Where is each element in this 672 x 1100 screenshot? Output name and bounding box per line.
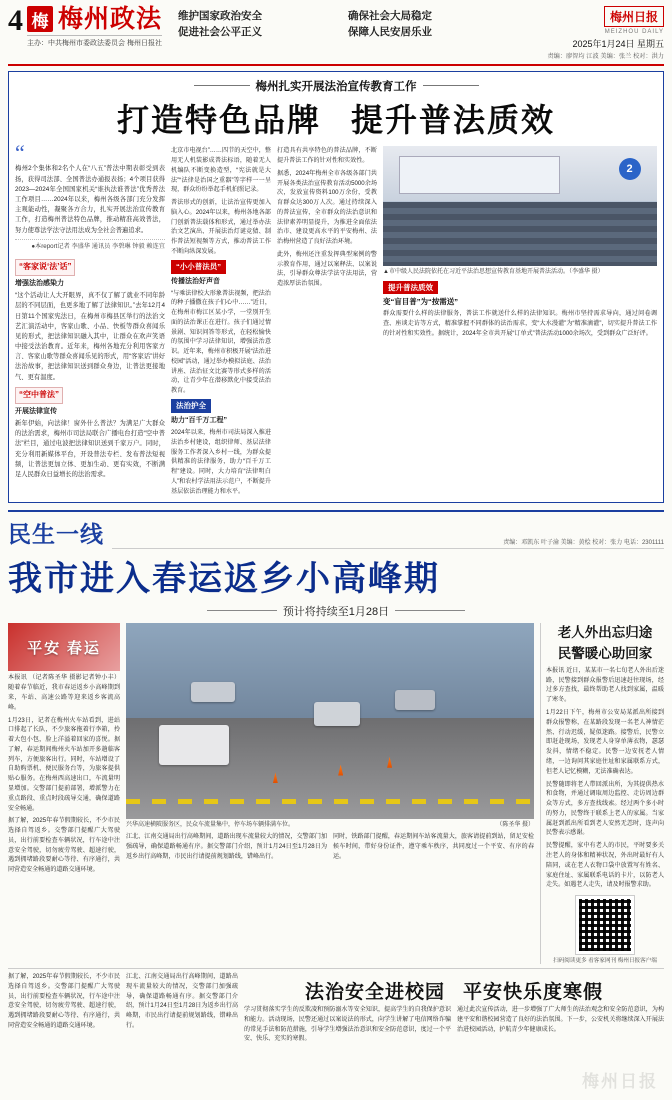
tag-quality-text: 群众需要什么样的法律服务，普法工作就送什么样的法律知识。梅州市坚持需求导向，通过问卷调查、座谈走访等方式，精准掌握不同群体的法治需求，变“大水漫灌”为“精准滴灌”，切实提升普法工作的针对性和实效性。据统计，2024年全市共开展“订单式”普法活动1000余场次，受到群众广泛好评。 [383, 310, 657, 337]
photo-credit: （陈圣华 摄） [496, 822, 534, 829]
feature-col3-text: “与乘法律校大形象普法视频，把法治的种子播撒在孩子们心中……”近日，在梅州市梅江区某小学，一堂别开生面的法治课正在进行。孩子们通过情景剧、知识问答等形式，在轻松愉快的氛围中学习法律知识，增强法治意识。近年来，梅州市积极开展“法治进校园”活动，通过举办模拟法庭、法治讲座、法治征文比赛等形式多样的活动，让青少年在潜移默化中接受法治教育。 [171, 289, 271, 395]
chunyun-photo [126, 623, 534, 819]
feature-column-2 [171, 146, 271, 496]
sidebar-byline: 本报讯 近日，某某市一名七旬老人外出后迷路，民警接到群众报警后迅速赶往现场，经过多方查找，最终帮助老人找到家属，温暖了寒冬。 [546, 667, 664, 704]
feature-photo-column [383, 146, 657, 496]
bottom-headline-1: 法治安全进校园 [304, 982, 445, 1004]
section-title: 梅州政法 [58, 5, 163, 33]
feature-sub-text-1: “这个活动让人大开眼界，真不仅了解了就业不同年龄层的不同层面，也更多地了解了法律知识。”去年12月4日第11个国家宪法日，在梅州市梅县区举行的法治文艺汇演活动中，客家山歌、小品、快板等群众喜闻乐见的形式，把法律知识融入其中，让群众在欢声笑语中接受法治教育。近年来，梅州各地充分利用客家方言、客家山歌等群众喜闻乐见的形式，用“客家话”讲好法治故事，把法律知识送到群众身边，让普法更接地气、更有温度。 [15, 292, 165, 381]
tag-law-title: 法治护全 [171, 399, 211, 413]
section2-headline: 我市进入春运返乡小高峰期 [8, 561, 440, 599]
chunyun-banner-text: 平安 春运 [27, 640, 101, 657]
feature-headline-right: 提升普法质效 [351, 102, 556, 139]
section2-name: 民生一线 [8, 522, 104, 548]
feature-sub-head-1: “客家说‘法’话” [15, 259, 75, 276]
feature-headline [15, 95, 657, 141]
story-left-text-2: 据了解，2025年春节假期较长，不少市民选择自驾返乡。交警部门提醒广大驾驶员，出行前要检查车辆状况，行车途中注意安全驾驶，切勿疲劳驾驶、超速行驶，遇到拥堵路段要耐心等待、有序通行，共同营造安全畅通的道路交通环境。 [8, 818, 120, 874]
bottom-right-text-2: 通过此次宣传活动，进一步增强了广大师生的法治观念和安全防范意识，为构建平安和谐校园营造了良好的法治氛围。下一步，公安机关将继续深入开展法治进校园活动，护航青少年健康成长。 [457, 1007, 664, 1033]
feature-kicker-text: 梅州扎实开展法治宣传教育工作 [255, 81, 417, 94]
tag-quality-sub: 变“盲目普”为“按需送” [383, 297, 458, 307]
story-left-text: 1月23日，记者在梅州火车站看到，进站口排起了长队，不少旅客拖着行李箱，拎着大包小包，脸上洋溢着回家的喜悦。据了解，春运期间梅州火车站加开多趟临客列车，方便旅客出行。同时，车站增设了自助购票机、便民服务台等，为旅客提供贴心服务。在梅州西高速出口，车流量明显增加。交警部门提前部署，增派警力在重点路段、重点时段疏导交通，确保道路安全畅通。 [8, 717, 120, 812]
sidebar-headline-line2: 民警暖心助回家 [557, 645, 653, 661]
feature-col4-p2: 据悉，2024年梅州全市各级各部门共开展各类法治宣传教育活动5000余场次，发放宣传资料100万余份，受教育群众达300万人次。通过持续深入的普法宣传，全市群众的法治意识和法律素养明显提升，为推进全面依法治市、建设更高水平的平安梅州、法治梅州营造了良好法治环境。 [277, 169, 377, 246]
feature-kicker [15, 78, 657, 94]
section2-credits: 责编：邓凯东 叶子渝 美编：黄桧 校对：张力 电话：2301111 [112, 537, 664, 549]
watermark: 梅州日报 [582, 1072, 658, 1091]
feature-article [8, 71, 664, 503]
feature-col2-p2: 普法形式的创新，让法治宣传更加入脑入心。2024年以来，梅州各地各部门创新普法载体和形式，通过举办法治文艺演出、开展法治灯谜竞猜、制作普法短视频等方式，推动普法工作不断向纵深发展。 [171, 199, 271, 255]
tag-law-sub: 助力“百千万工程” [171, 416, 227, 424]
masthead [8, 6, 664, 66]
photo-caption-row [126, 821, 534, 830]
feature-sub-head-2: “空中普法” [15, 387, 63, 404]
feature-col4-p1: 打造具有共享特色的普法品牌，不断提升普法工作的针对性和实效性。 [277, 147, 377, 165]
publisher-line: 主办：中共梅州市委政法委员会 梅州日报社 [27, 35, 162, 48]
qr-caption: 扫码阅读更多 看客家网刊 梅州日报客户端 [553, 958, 657, 965]
quote-icon: “ [15, 140, 25, 166]
bottom-headline-2: 平安快乐度寒假 [463, 982, 604, 1004]
feature-photo-badge: 2 [619, 158, 641, 180]
story-column-left [8, 623, 120, 964]
story-left-byline: 本报讯 （记者陈圣华 摄影记者钟小丰） 随着春节临近，我市春运返乡小高峰期到来，车站、高速公路等迎来返乡客流高峰。 [8, 675, 120, 711]
feature-lead-column [15, 140, 165, 496]
feature-sub-title-2: 开展法律宣传 [15, 407, 57, 415]
issue-date: 2025年1月24日 星期五 [572, 39, 664, 49]
slogan-item: 维护国家政治安全 [178, 10, 263, 22]
story-mid-text: 江北、江南交通局出行高峰期间，道路出现车流量较大的情况，交警部门加强疏导，确保道路畅通有序。据交警部门介绍，预计1月24日至1月28日为返乡出行高峰期，市民出行请提前规划路线，错峰出行。 [126, 834, 327, 860]
qr-code[interactable] [576, 896, 634, 954]
story-mid-text-2: 同时，铁路部门提醒，春运期间车站客流量大，旅客请提前到站，留足安检候车时间，带好身份证件，遵守乘车秩序，共同度过一个平安、有序的春运。 [333, 834, 534, 860]
feature-col2-p1: 北京市电视台”……四节的天空中，整用无人机装影成普法标语，随着无人机编队不断变换造型，“宪法就是大法”“法律是治国之重器”等字样一一呈现，群众纷纷举起手机拍照记录。 [171, 147, 271, 194]
section-minsheng [8, 510, 664, 1045]
page-number: 4 [8, 4, 23, 37]
sidebar-text-3: 民警提醒，家中有老人的市民，平时要多关注老人的身体和精神状况，外出时最好有人陪同，或在老人衣物口袋中放置写有姓名、家庭住址、家属联系电话的卡片，以防老人走失。如遇老人走失，请及时报警求助。 [546, 843, 664, 889]
editor-credits: 责编：廖智均 江波 美编：张兰 校对：洪力 [547, 53, 664, 60]
feature-col3-title: “小小普法员” [171, 260, 226, 274]
slogan-item: 确保社会大局稳定 [348, 10, 432, 22]
feature-col3-sub: 传播法治好声音 [171, 277, 220, 285]
story-photo-column [126, 623, 534, 964]
feature-photo [383, 146, 657, 266]
slogan-list [162, 6, 514, 39]
sidebar-text-1: 1月22日下午，梅州市公安局某派出所接到群众报警称，在某路段发现一名老人神情茫然、行动迟缓，疑似迷路。接警后，民警立即赶赴现场，发现老人身穿单薄衣物，瑟瑟发抖，情绪不稳定。民警一边安抚老人情绪，一边询问其家庭住址和家属联系方式，但老人记忆模糊，无法准确表达。 [546, 710, 664, 775]
feature-lead-text: 梅州2个集体和2名个人在“八五”普法中期表彰受到表扬，获得司法部、全国普法办通报表扬；4个项目获得2023—2024年全国国家机关“谁执法谁普法”优秀普法工作项目……2024年以来，梅州各级各部门充分发挥主观能动性，凝聚各方合力，扎实开展法治宣传教育工作，打造梅州普法特色品牌，推动精准高效普法，努力使尊法学法守法用法成为全社会普遍追求。 [15, 165, 165, 234]
slogan-item: 保障人民安居乐业 [348, 26, 432, 38]
brand-name: 梅州日报 [604, 6, 664, 27]
bottom-stories [8, 968, 664, 1045]
feature-photo-caption: ▲市中级人民法院依托在习近平法治思想宣传教育基地开展普法活动。（李盛华 摄） [383, 269, 604, 276]
publication-logo [27, 6, 162, 48]
bottom-left-text-2: 江北、江南交通局出行高峰期间，道路出现车流量较大的情况，交警部门加强疏导，确保道路畅通有序。据交警部门介绍，预计1月24日至1月28日为返乡出行高峰期，市民出行请提前规划路线，错峰出行。 [126, 974, 238, 1030]
feature-byline: ●本report记者 李盛华 通讯员 李碧琳 钟毅 赖连宜 [15, 239, 165, 252]
sidebar-headline-line1: 老人外出忘归途 [557, 625, 653, 641]
bottom-right-text: 学习贯彻落实学生的反欺凌和预防溺水等安全知识，提高学生的自我保护意识和能力。活动现场，民警还通过以案说法的形式，向学生讲解了电信网络诈骗的常见手法和防范措施，引导学生增强法治意识和安全防范意识，度过一个平安、快乐、充实的寒假。 [244, 1007, 451, 1043]
masthead-right [514, 6, 664, 61]
feature-sub-title-1: 增强法治感染力 [15, 279, 64, 287]
tag-quality-title: 提升普法质效 [383, 281, 438, 294]
sidebar-story [540, 623, 664, 964]
feature-sub-text-2: 新年伊始，向法律！窗外什么普法？为满足广大群众的法治需求，梅州市司法局联合广播电台打造“空中普法”栏目，通过电波把法律知识送到千家万户。同时，充分利用新媒体平台，开设普法专栏、发布普法短视频，让普法更加立体、更加生动、更有实效，不断满足人民群众日益增长的法治需求。 [15, 420, 165, 479]
section2-subhead-text: 预计将持续至1月28日 [282, 606, 390, 619]
slogan-item: 促进社会公平正义 [178, 26, 263, 38]
feature-column-3 [277, 146, 377, 496]
tag-law-text: 2024年以来，梅州市司法局深入推进法治乡村建设，组织律师、基层法律服务工作者深入乡村一线，为群众提供精准的法律服务，助力“百千万工程”建设。同时，大力培育“法律明白人”和农村学法用法示范户，不断提升基层依法治理能力和水平。 [171, 429, 271, 495]
feature-col2-p3: 此外，梅州还注重发挥典型案例的警示教育作用，通过以案释法、以案说法，引导群众尊法学法守法用法，营造浓厚法治氛围。 [277, 250, 377, 288]
chunyun-banner-image [8, 623, 120, 671]
feature-headline-left: 打造特色品牌 [116, 102, 321, 139]
section2-subhead [8, 603, 664, 619]
sidebar-text-2: 民警随即将老人带回派出所，为其提供热水和食物，并通过调取周边监控、走访周边群众等方式，多方查找线索。经过两个多小时的努力，民警终于联系上老人的家属。当家属赶到派出所看到老人安然无恙时，连声向民警表示感谢。 [546, 781, 664, 837]
logo-mark-icon: 梅 [27, 6, 53, 32]
brand-name-en: MEIZHOU DAILY [604, 29, 664, 35]
bottom-left-text: 据了解，2025年春节假期较长，不少市民选择自驾返乡。交警部门提醒广大驾驶员，出行前要检查车辆状况，行车途中注意安全驾驶，切勿疲劳驾驶、超速行驶，遇到拥堵路段要耐心等待、有序通行，共同营造安全畅通的道路交通环境。 [8, 974, 120, 1030]
photo-caption-text: 兴华高速横陂服务区，民众车流量集中，停车场车辆排满车位。 [126, 822, 295, 829]
